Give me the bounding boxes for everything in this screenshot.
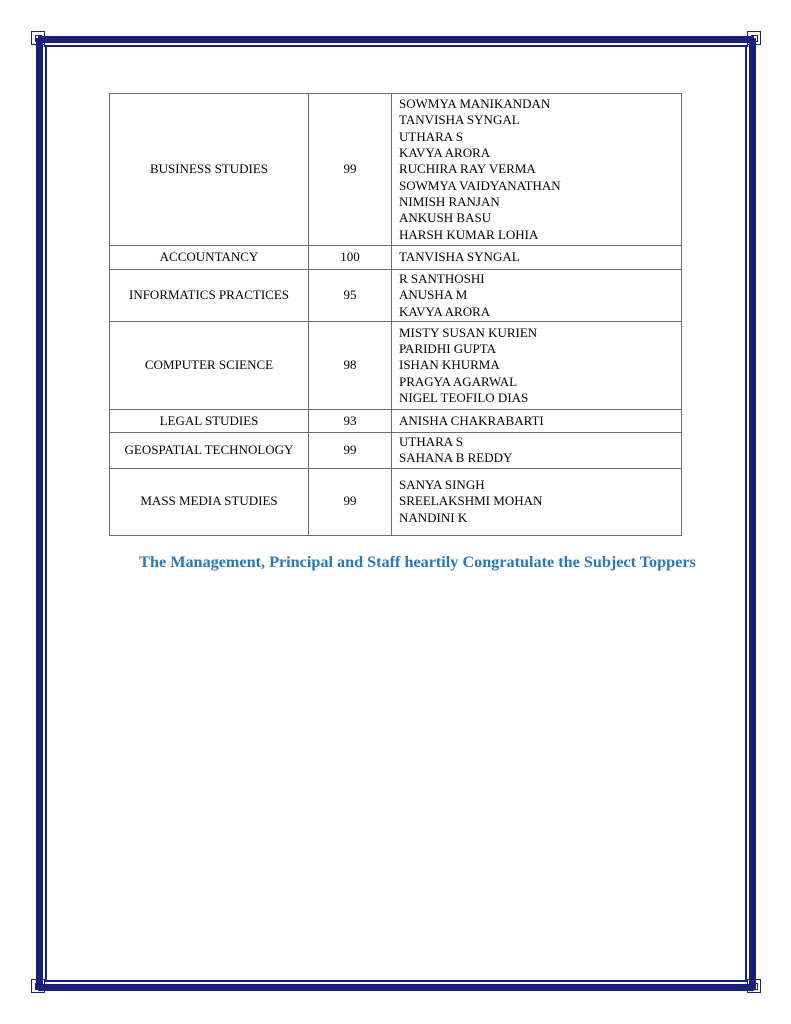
toppers-names-cell [392,468,682,535]
topper-name: ANISHA CHAKRABARTI [399,412,544,428]
topper-name: TANVISHA SYNGAL [399,112,520,128]
table-row [110,94,682,246]
toppers-names-cell [392,246,682,270]
subject-toppers-table [109,93,682,536]
topper-name: UTHARA S [399,128,463,144]
topper-name: KAVYA ARORA [399,145,491,161]
topper-name: PARIDHI GUPTA [399,341,497,357]
topper-name: SOWMYA VAIDYANATHAN [399,177,561,193]
subject-cell: MASS MEDIA STUDIES [110,468,309,535]
topper-name: KAVYA ARORA [399,303,491,319]
topper-name: SANYA SINGH [399,477,485,493]
score-cell: 99 [309,468,392,535]
topper-name: ANUSHA M [399,287,468,303]
topper-name: HARSH KUMAR LOHIA [399,226,539,242]
table-row [110,433,682,469]
page-border-inner-left [45,45,47,982]
toppers-names-cell [392,322,682,410]
topper-name: R SANTHOSHI [399,271,485,287]
score-cell: 98 [309,322,392,410]
table-row [110,270,682,322]
table-row [110,322,682,410]
table-row [110,468,682,535]
subject-cell: LEGAL STUDIES [110,410,309,433]
subject-cell: BUSINESS STUDIES [110,94,309,246]
page-border-bottom [38,984,754,991]
score-cell: 99 [309,433,392,469]
border-corner-ornament [747,979,761,993]
topper-name: ANKUSH BASU [399,210,492,226]
topper-name: SOWMYA MANIKANDAN [399,96,551,112]
topper-name: NANDINI K [399,509,468,525]
page-border-top [38,36,754,43]
border-corner-ornament [31,979,45,993]
subject-cell: GEOSPATIAL TECHNOLOGY [110,433,309,469]
topper-name: SREELAKSHMI MOHAN [399,493,543,509]
congratulations-message: The Management, Principal and Staff heartily Congratulate the Subject Toppers [139,553,696,571]
topper-name: NIGEL TEOFILO DIAS [399,389,529,405]
score-cell: 93 [309,410,392,433]
table-row [110,246,682,270]
topper-name: TANVISHA SYNGAL [399,249,520,265]
toppers-names-cell [392,410,682,433]
page-border-left [36,38,43,990]
subject-cell: COMPUTER SCIENCE [110,322,309,410]
topper-name: PRAGYA AGARWAL [399,373,518,389]
toppers-names-cell [392,94,682,246]
subject-cell: ACCOUNTANCY [110,246,309,270]
topper-name: ISHAN KHURMA [399,357,500,373]
topper-name: RUCHIRA RAY VERMA [399,161,536,177]
subject-cell: INFORMATICS PRACTICES [110,270,309,322]
toppers-names-cell [392,270,682,322]
score-cell: 99 [309,94,392,246]
border-corner-ornament [747,31,761,45]
topper-name: NIMISH RANJAN [399,193,500,209]
page-border-right [749,38,756,990]
page-border-inner-right [745,45,747,982]
page-border-inner-bottom [44,980,748,982]
score-cell: 95 [309,270,392,322]
topper-name: UTHARA S [399,434,463,449]
score-cell: 100 [309,246,392,270]
topper-name: SAHANA B REDDY [399,450,513,466]
topper-name: MISTY SUSAN KURIEN [399,324,538,340]
border-corner-ornament [31,31,45,45]
toppers-names-cell [392,433,682,469]
page-border-inner-top [44,45,748,47]
table-row [110,410,682,433]
